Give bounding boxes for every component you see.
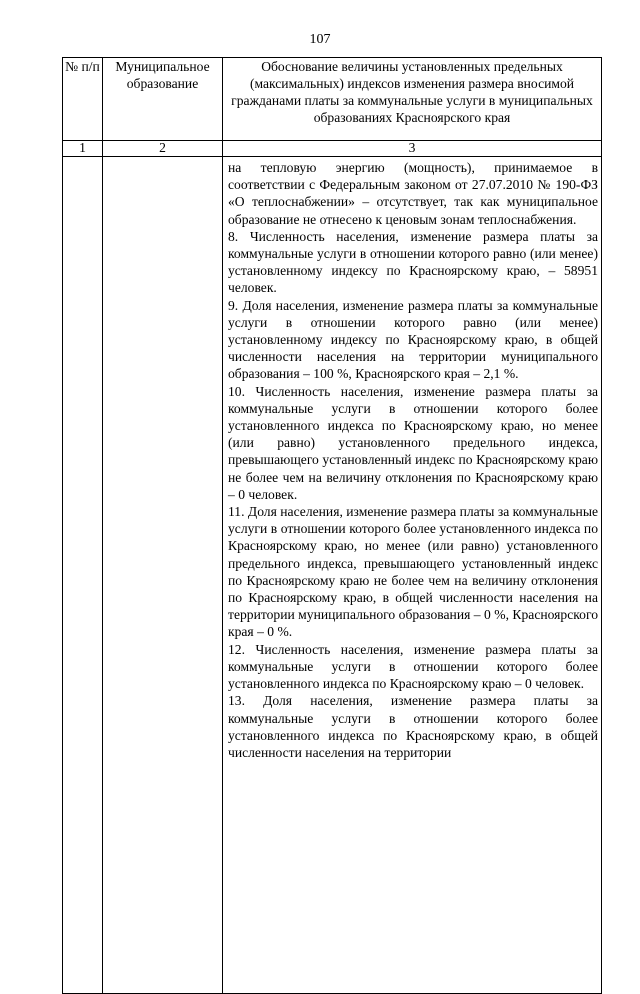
paragraph: на тепловую энергию (мощность), принимаемое в соответствии с Федеральным законом от 27.07.2010 № 190-ФЗ «О теплоснабжении» – отсутствует, так как муниципальное образование не отнесено к ценовым зонам теплоснабжения. [228, 160, 598, 227]
header-justification: Обоснование величины установленных предельных (максимальных) индексов изменения размера вносимой гражданами платы за коммунальные услуги в муниципальных образованиях Красноярского края [223, 58, 602, 141]
justification-table [62, 57, 602, 994]
column-number: 1 [63, 141, 103, 157]
paragraph: 13. Доля населения, изменение размера платы за коммунальные услуги в отношении которого более установленного индекса по Красноярскому краю, в общей численности населения на территории [228, 693, 598, 760]
paragraph: 10. Численность населения, изменение размера платы за коммунальные услуги в отношении которого более установленного индекса по Красноярскому краю, но менее (или равно) установленного предельного индекса, превышающего установленный индекс по Красноярскому краю не более чем на величину отклонения по Красноярскому краю – 0 человек. [228, 383, 598, 502]
number-cell [63, 157, 103, 994]
column-number-row [63, 141, 602, 157]
table-row [63, 157, 602, 994]
column-number: 2 [103, 141, 223, 157]
page-number: 107 [309, 32, 331, 47]
paragraph: 11. Доля населения, изменение размера платы за коммунальные услуги в отношении которого более установленного индекса по Красноярскому краю, но менее (или равно) установленного предельного индекса, превышающего установленный индекс по Красноярскому краю не более чем на величину отклонения по Красноярскому краю, в общей численности населения на территории муниципального образования – 0 %, Красноярского края – 0 %. [228, 504, 598, 640]
header-municipality: Муниципальное образование [103, 58, 223, 141]
paragraph: 9. Доля населения, изменение размера платы за коммунальные услуги в отношении которого равно (или менее) установленному индексу по Красноярскому краю, в общей численности населения на территории муниципального образования – 100 %, Красноярского края – 2,1 %. [228, 297, 598, 382]
paragraph: 12. Численность населения, изменение размера платы за коммунальные услуги в отношении которого более установленного индекса по Красноярскому краю – 0 человек. [228, 641, 598, 692]
column-number: 3 [223, 141, 602, 157]
header-number: № п/п [63, 58, 103, 141]
justification-cell [223, 157, 602, 994]
paragraph: 8. Численность населения, изменение размера платы за коммунальные услуги в отношении которого равно (или менее) установленному индексу по Красноярскому краю, – 58951 человек. [228, 228, 598, 296]
table-header-row [63, 58, 602, 141]
municipality-cell [103, 157, 223, 994]
